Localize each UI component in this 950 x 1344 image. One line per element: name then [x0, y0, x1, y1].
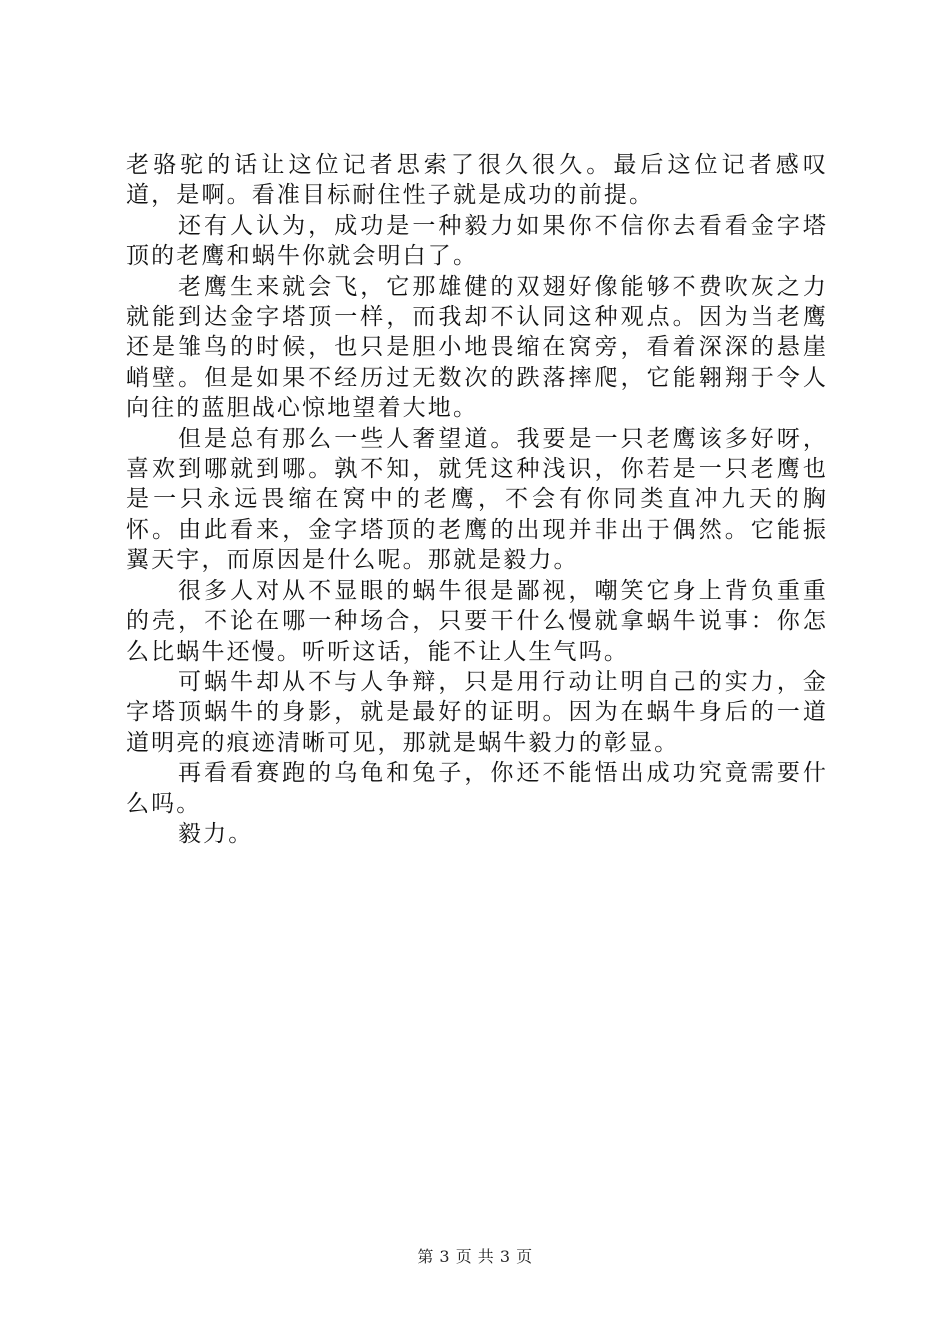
paragraph-8: 毅力。 [178, 820, 254, 847]
paragraph-5: 很多人对从不显眼的蜗牛很是鄙视，嘲笑它身上背负重重的壳，不论在哪一种场合，只要干什么慢就拿蜗牛说事：你怎么比蜗牛还慢。听听这话，能不让人生气吗。 [126, 577, 828, 665]
paragraph-1: 老骆驼的话让这位记者思索了很久很久。最后这位记者感叹道，是啊。看准目标耐住性子就是成功的前提。 [126, 152, 828, 209]
paragraph-3: 老鹰生来就会飞，它那雄健的双翅好像能够不费吹灰之力就能到达金字塔顶一样，而我却不认同这种观点。因为当老鹰还是雏鸟的时候，也只是胆小地畏缩在窝旁，看着深深的悬崖峭壁。但是如果不经历过无数次的跌落摔爬，它能翱翔于令人向往的蓝胆战心惊地望着大地。 [126, 273, 828, 422]
page-number-footer: 第 3 页 共 3 页 [417, 1247, 533, 1266]
paragraph-6: 可蜗牛却从不与人争辩，只是用行动让明自己的实力，金字塔顶蜗牛的身影，就是最好的证明。因为在蜗牛身后的一道道明亮的痕迹清晰可见，那就是蜗牛毅力的彰显。 [126, 668, 828, 756]
document-body [126, 150, 828, 849]
paragraph-7: 再看看赛跑的乌龟和兔子，你还不能悟出成功究竟需要什么吗。 [126, 760, 828, 817]
paragraph-2: 还有人认为，成功是一种毅力如果你不信你去看看金字塔顶的老鹰和蜗牛你就会明白了。 [126, 212, 828, 270]
paragraph-4: 但是总有那么一些人奢望道。我要是一只老鹰该多好呀，喜欢到哪就到哪。孰不知，就凭这种浅识，你若是一只老鹰也是一只永远畏缩在窝中的老鹰，不会有你同类直冲九天的胸怀。由此看来，金字塔顶的老鹰的出现并非出于偶然。它能振翼天宇，而原因是什么呢。那就是毅力。 [126, 425, 828, 574]
